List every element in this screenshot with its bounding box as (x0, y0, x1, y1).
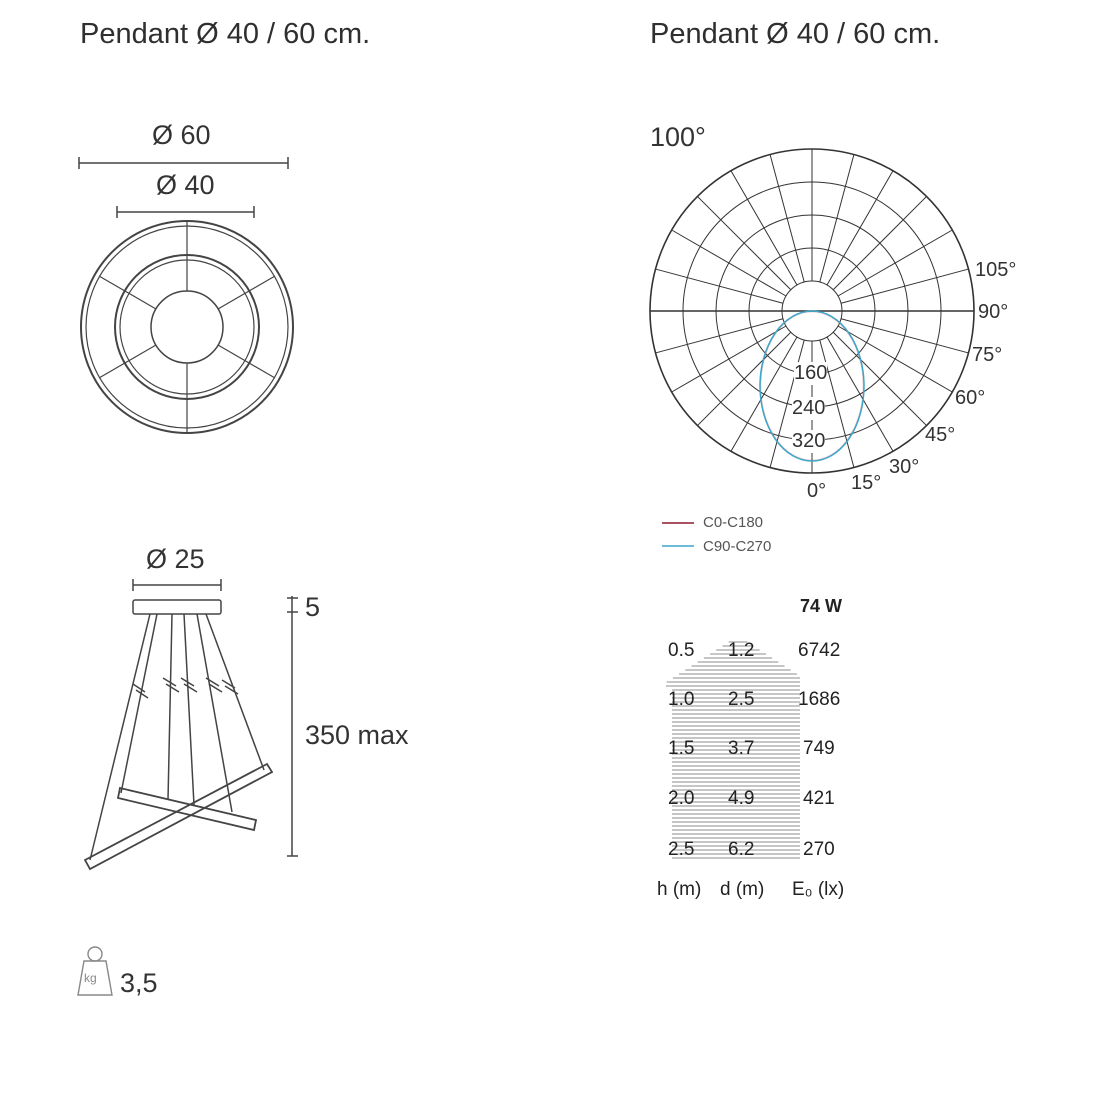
polar-radial (820, 155, 854, 283)
row-h-1: 0.5 (668, 640, 695, 661)
polar-radial (841, 269, 969, 303)
polar-radial (838, 326, 952, 392)
left-title: Pendant Ø 40 / 60 cm. (80, 18, 371, 50)
dim-base-label: Ø 25 (146, 544, 205, 574)
angle-label-90: 90° (978, 301, 1009, 323)
weight-icon-label: kg (84, 971, 97, 985)
row-e-3: 749 (803, 738, 835, 759)
legend-label-c0: C0-C180 (703, 514, 764, 531)
row-e-5: 270 (803, 839, 835, 860)
dim-outer-label: Ø 60 (152, 120, 211, 150)
row-d-4: 4.9 (728, 788, 755, 809)
row-d-3: 3.7 (728, 738, 755, 759)
intensity-label-160: 160 (794, 362, 828, 384)
col-header-d: d (m) (720, 879, 765, 900)
dim-canopy-label: 5 (305, 592, 321, 622)
polar-radial (770, 155, 804, 283)
row-e-4: 421 (803, 788, 835, 809)
angle-label-30: 30° (889, 456, 920, 478)
dim-inner-label: Ø 40 (156, 170, 215, 200)
weight-value: 3,5 (120, 968, 158, 998)
row-e-1: 6742 (798, 640, 841, 661)
beam-angle-label: 100° (650, 122, 706, 152)
angle-label-60: 60° (955, 387, 986, 409)
row-h-5: 2.5 (668, 839, 695, 860)
col-header-h: h (m) (657, 879, 702, 900)
angle-label-105: 105° (975, 259, 1017, 281)
polar-radial (841, 319, 969, 353)
row-h-3: 1.5 (668, 738, 695, 759)
polar-radial (827, 171, 893, 285)
row-d-5: 6.2 (728, 839, 755, 860)
legend-label-c90: C90-C270 (703, 538, 772, 555)
angle-label-45: 45° (925, 424, 956, 446)
row-h-2: 1.0 (668, 689, 695, 710)
polar-radial (697, 196, 790, 289)
polar-radial (833, 196, 926, 289)
polar-radial (833, 332, 926, 425)
row-e-2: 1686 (798, 689, 841, 710)
row-d-1: 1.2 (728, 640, 755, 661)
dim-height-label: 350 max (305, 720, 409, 750)
polar-radial (697, 332, 790, 425)
row-d-2: 2.5 (728, 689, 755, 710)
angle-label-15: 15° (851, 472, 882, 494)
polar-radial (656, 319, 784, 353)
row-h-4: 2.0 (668, 788, 695, 809)
power-label: 74 W (800, 596, 843, 616)
angle-label-0: 0° (807, 480, 827, 502)
polar-radial (731, 171, 797, 285)
polar-radial (656, 269, 784, 303)
intensity-label-240: 240 (792, 397, 826, 419)
side-view-drawing (85, 579, 298, 869)
intensity-label-320: 320 (792, 430, 826, 452)
polar-radial (672, 326, 786, 392)
polar-radial (672, 230, 786, 296)
angle-label-75: 75° (972, 344, 1003, 366)
polar-radial (838, 230, 952, 296)
right-title: Pendant Ø 40 / 60 cm. (650, 18, 941, 50)
col-header-e: E₀ (lx) (792, 879, 845, 900)
